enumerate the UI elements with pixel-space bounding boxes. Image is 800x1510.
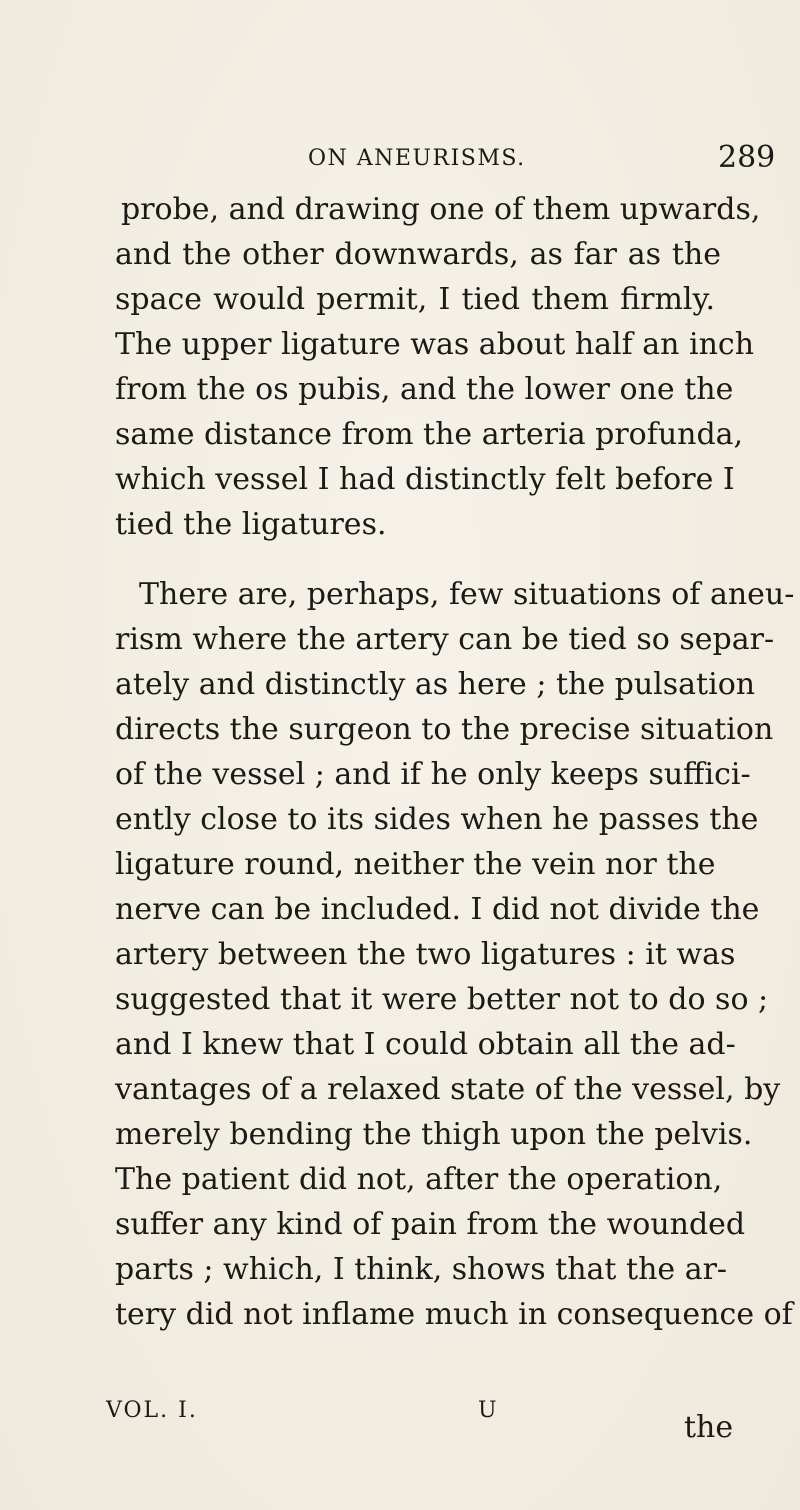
text-line: The patient did not, after the operation, xyxy=(115,1162,723,1197)
text-line: suffer any kind of pain from the wounded xyxy=(115,1207,746,1242)
running-head xyxy=(0,140,800,186)
text-line: ately and distinctly as here ; the pulsation xyxy=(115,667,756,702)
text-line: tied the ligatures. xyxy=(115,507,387,542)
text-line: artery between the two ligatures : it was xyxy=(115,937,736,972)
text-line: which vessel I had distinctly felt before I xyxy=(115,462,735,497)
text-line: nerve can be included. I did not divide the xyxy=(115,892,760,927)
text-line: from the os pubis, and the lower one the xyxy=(115,372,734,407)
text-line: There are, perhaps, few situations of aneu- xyxy=(139,577,795,612)
text-line: directs the surgeon to the precise situation xyxy=(115,712,774,747)
catchword: the xyxy=(684,1410,734,1445)
text-line: merely bending the thigh upon the pelvis. xyxy=(115,1117,753,1152)
text-line: vantages of a relaxed state of the vessel, by xyxy=(115,1072,781,1107)
text-line: The upper ligature was about half an inch xyxy=(115,327,755,362)
text-line: parts ; which, I think, shows that the ar- xyxy=(115,1252,728,1287)
text-line: suggested that it were better not to do so ; xyxy=(115,982,769,1017)
page-footer xyxy=(0,1398,800,1458)
running-title: ON ANEURISMS. xyxy=(308,146,526,171)
text-line: tery did not inflame much in consequence of xyxy=(115,1297,793,1332)
signature-letter: U xyxy=(478,1398,497,1423)
volume-signature: VOL. I. xyxy=(106,1398,198,1423)
text-line: ently close to its sides when he passes the xyxy=(115,802,759,837)
text-line: rism where the artery can be tied so separ- xyxy=(115,622,775,657)
text-line: same distance from the arteria profunda, xyxy=(115,417,744,452)
text-line: ligature round, neither the vein nor the xyxy=(115,847,716,882)
text-line: and I knew that I could obtain all the ad- xyxy=(115,1027,736,1062)
text-line: space would permit, I tied them firmly. xyxy=(115,282,715,317)
text-line: probe, and drawing one of them upwards, xyxy=(121,192,761,227)
page-number: 289 xyxy=(718,140,776,175)
text-line: and the other downwards, as far as the xyxy=(115,237,721,272)
text-line: of the vessel ; and if he only keeps suffici- xyxy=(115,757,751,792)
